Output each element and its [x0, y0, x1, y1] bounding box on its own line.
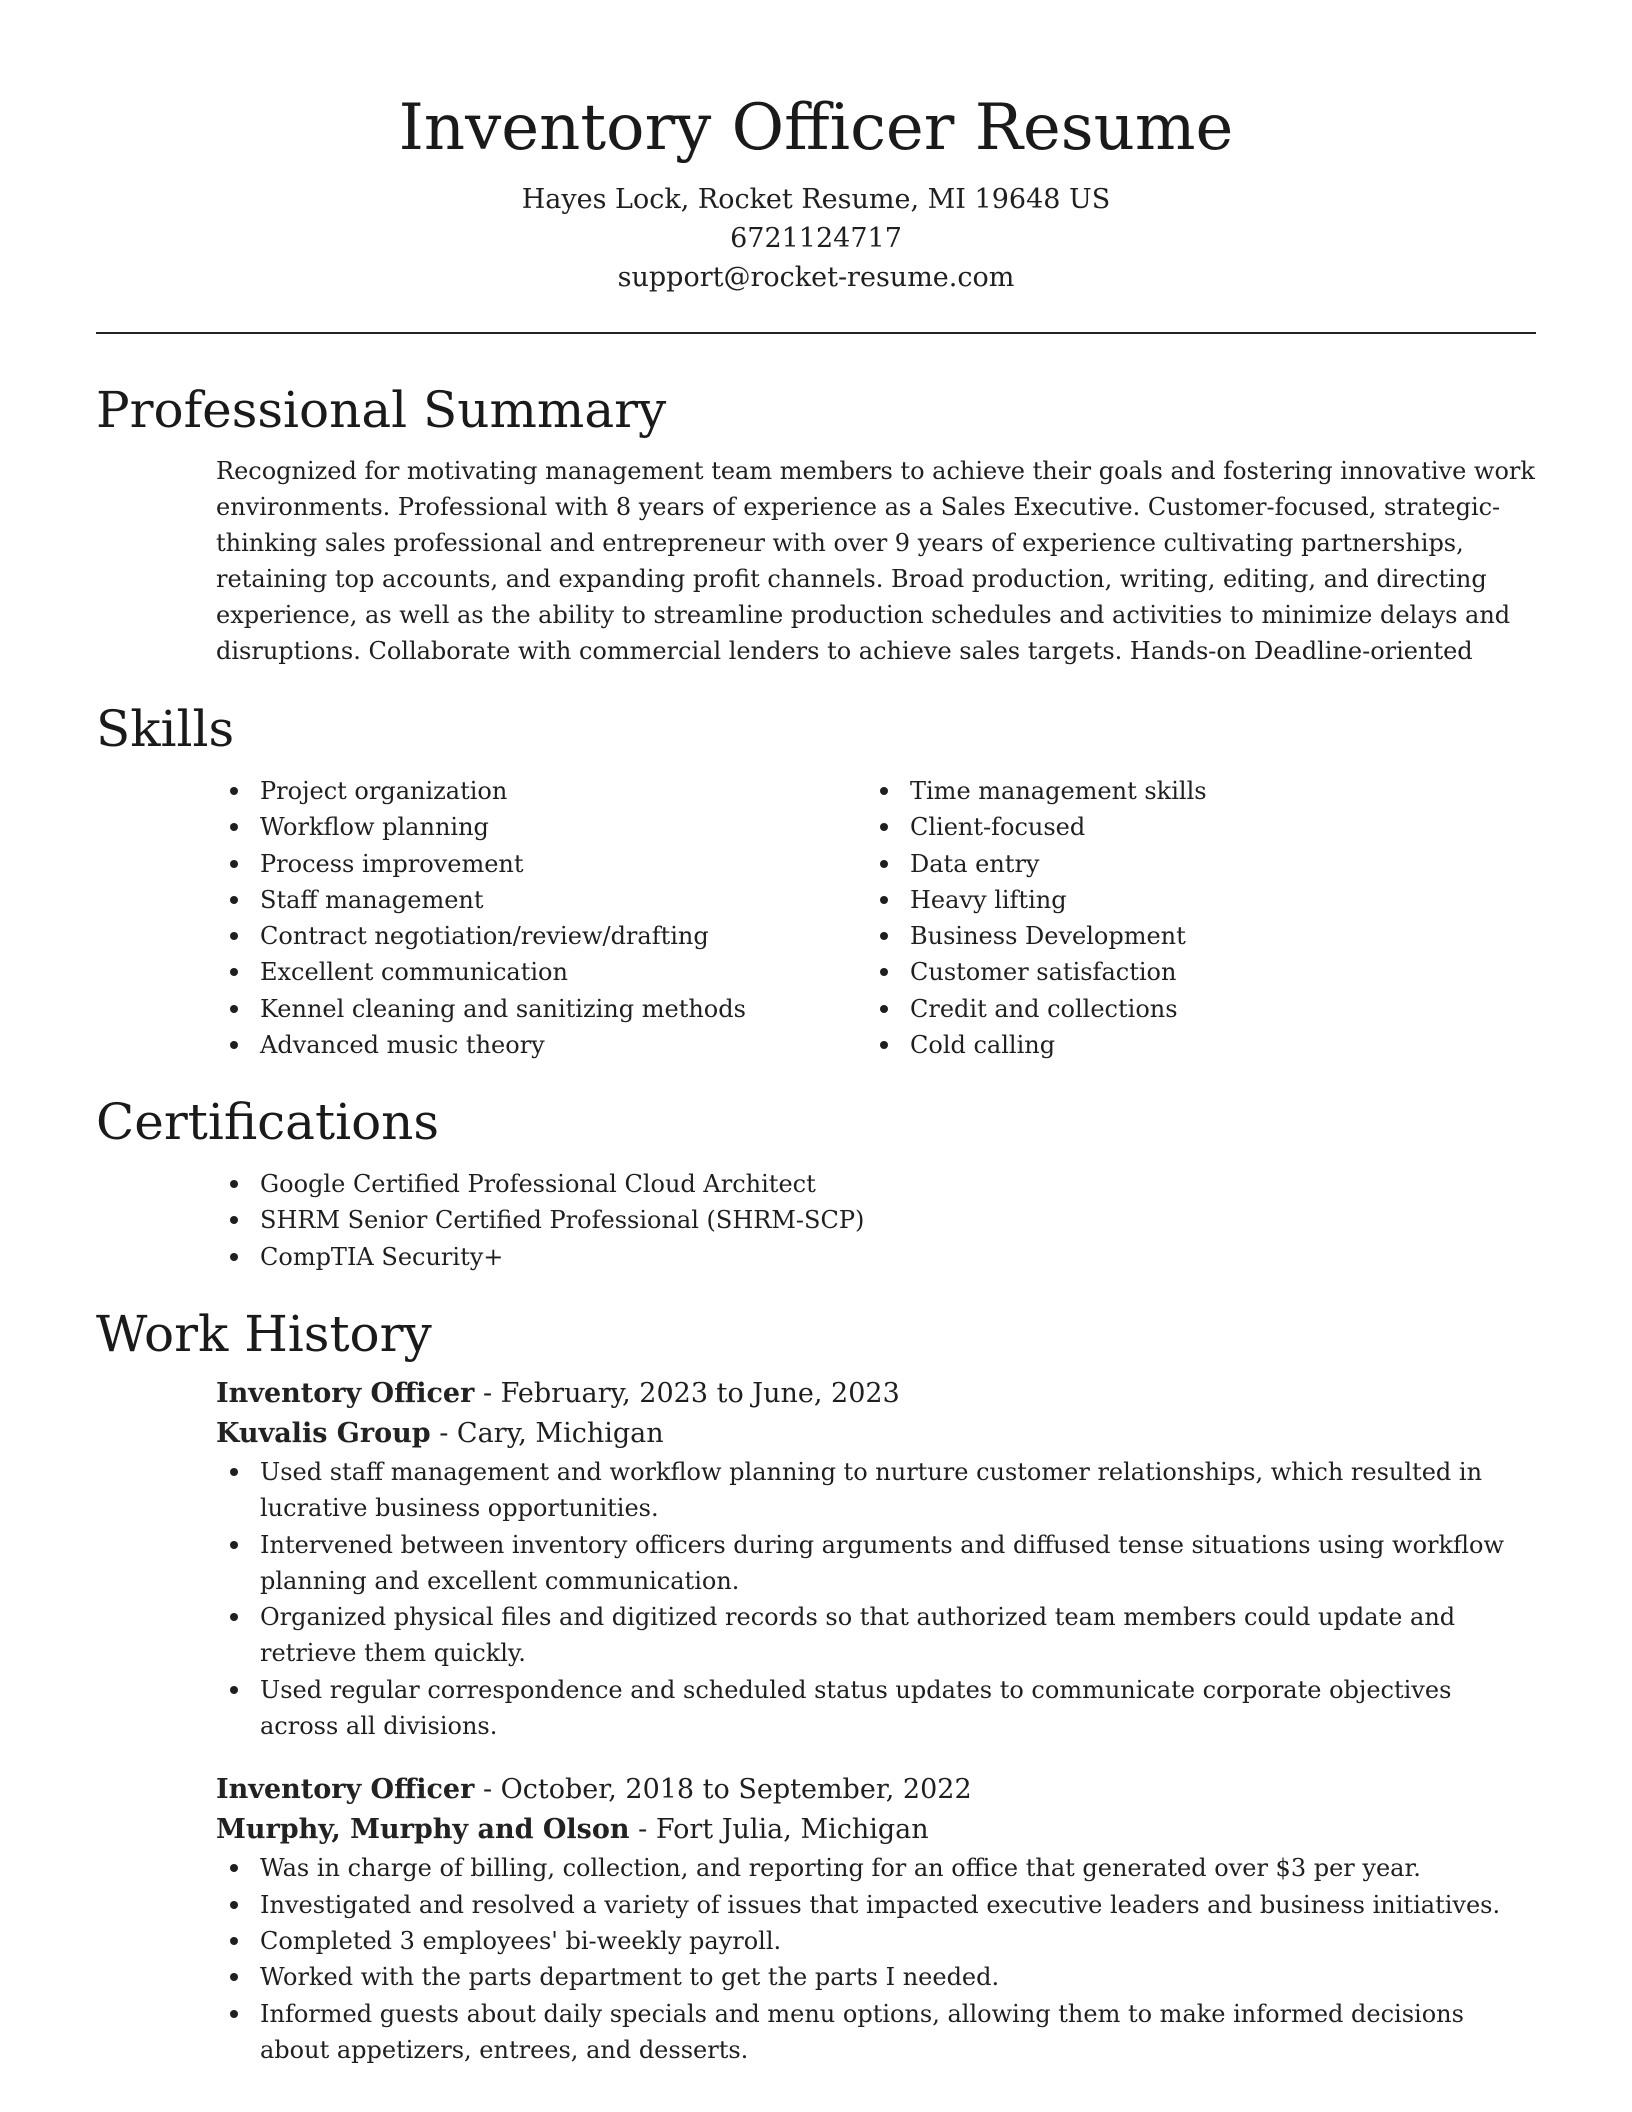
- job-separator: -: [482, 1774, 501, 1806]
- certification-item: SHRM Senior Certified Professional (SHRM-SCP): [216, 1202, 1536, 1238]
- skill-item: Process improvement: [216, 846, 866, 882]
- work-history-section: [96, 1302, 1536, 2068]
- job-entry: [216, 1374, 1536, 1744]
- job-title: Inventory Officer: [216, 1774, 475, 1806]
- skill-item: Project organization: [216, 773, 866, 809]
- contact-address: Hayes Lock, Rocket Resume, MI 19648 US: [521, 184, 1111, 215]
- skill-item: Customer satisfaction: [866, 954, 1516, 990]
- skills-list-right: [866, 773, 1516, 1063]
- resume-page: [96, 0, 1536, 2064]
- job-bullet: Investigated and resolved a variety of issues that impacted executive leaders and business initiatives.: [216, 1887, 1536, 1923]
- skill-item: Heavy lifting: [866, 882, 1516, 918]
- job-title-line: [216, 1374, 1536, 1414]
- skill-item: Time management skills: [866, 773, 1516, 809]
- job-company: Kuvalis Group: [216, 1418, 431, 1449]
- job-title: Inventory Officer: [216, 1378, 475, 1409]
- certifications-heading: Certifications: [96, 1093, 440, 1151]
- job-bullet: Completed 3 employees' bi-weekly payroll.: [216, 1923, 1536, 1959]
- job-company-line: [216, 1414, 1536, 1454]
- work-history-heading: Work History: [96, 1305, 432, 1363]
- job-company-line: [216, 1810, 1536, 1850]
- job-bullet: Organized physical files and digitized records so that authorized team members could update and retrieve them quickly.: [216, 1599, 1536, 1672]
- certification-item: Google Certified Professional Cloud Architect: [216, 1166, 1536, 1202]
- skills-column-left: [216, 773, 866, 1063]
- job-bullet: Used staff management and workflow planning to nurture customer relationships, which resulted in lucrative business opportunities.: [216, 1454, 1536, 1527]
- job-dates: February, 2023 to June, 2023: [500, 1378, 900, 1409]
- job-title-line: [216, 1770, 1536, 1810]
- job-location: Cary, Michigan: [456, 1418, 664, 1449]
- skill-item: Contract negotiation/review/drafting: [216, 918, 866, 954]
- job-bullet: Used regular correspondence and scheduled status updates to communicate corporate objectives across all divisions.: [216, 1672, 1536, 1745]
- skills-columns: [216, 773, 1536, 1063]
- skills-column-right: [866, 773, 1516, 1063]
- job-separator: -: [439, 1418, 457, 1449]
- contact-phone: 6721124717: [730, 223, 902, 254]
- job-dates: October, 2018 to September, 2022: [500, 1774, 972, 1806]
- skill-item: Business Development: [866, 918, 1516, 954]
- job-company: Murphy, Murphy and Olson: [216, 1814, 630, 1846]
- skill-item: Staff management: [216, 882, 866, 918]
- header-divider: [96, 332, 1536, 334]
- skills-list-left: [216, 773, 866, 1063]
- job-entry: [216, 1770, 1536, 2068]
- job-bullet: Informed guests about daily specials and menu options, allowing them to make informed decisions about appetizers, entrees, and desserts.: [216, 1996, 1536, 2069]
- certifications-section: [96, 1090, 1536, 1275]
- skill-item: Credit and collections: [866, 991, 1516, 1027]
- job-bullet: Was in charge of billing, collection, and reporting for an office that generated over $3 per year.: [216, 1850, 1536, 1886]
- skill-item: Workflow planning: [216, 809, 866, 845]
- skill-item: Kennel cleaning and sanitizing methods: [216, 991, 866, 1027]
- skill-item: Excellent communication: [216, 954, 866, 990]
- resume-header: [96, 0, 1536, 297]
- summary-heading: Professional Summary: [96, 381, 667, 439]
- job-bullet: Intervened between inventory officers during arguments and diffused tense situations using workflow planning and excellent communication.: [216, 1527, 1536, 1600]
- job-bullets: [216, 1850, 1536, 2068]
- job-bullets: [216, 1454, 1536, 1744]
- certification-item: CompTIA Security+: [216, 1239, 1536, 1275]
- skill-item: Cold calling: [866, 1027, 1516, 1063]
- skill-item: Advanced music theory: [216, 1027, 866, 1063]
- resume-title: Inventory Officer Resume: [398, 91, 1234, 165]
- job-separator: -: [482, 1378, 501, 1409]
- summary-section: [96, 378, 1536, 669]
- contact-email: support@rocket-resume.com: [617, 262, 1015, 293]
- summary-text: Recognized for motivating management team members to achieve their goals and fostering innovative work environments. Professional with 8 years of experience as a Sales Executive. Customer-focused, strategic-thinking sales professional and entrepreneur with over 9 years of experience cultivating partnerships, retaining top accounts, and expanding profit channels. Broad production, writing, editing, and directing experience, as well as the ability to streamline production schedules and activities to minimize delays and disruptions. Collaborate with commercial lenders to achieve sales targets. Hands-on Deadline-oriented: [216, 457, 1535, 665]
- skills-heading: Skills: [96, 700, 235, 758]
- job-bullet: Worked with the parts department to get the parts I needed.: [216, 1959, 1536, 1995]
- skills-section: [96, 697, 1536, 1063]
- certifications-body: [216, 1166, 1536, 1275]
- certifications-list: [216, 1166, 1536, 1275]
- skill-item: Client-focused: [866, 809, 1516, 845]
- job-location: Fort Julia, Michigan: [655, 1814, 929, 1846]
- skill-item: Data entry: [866, 846, 1516, 882]
- summary-body: [216, 453, 1536, 669]
- contact-block: [96, 180, 1536, 297]
- job-separator: -: [638, 1814, 656, 1846]
